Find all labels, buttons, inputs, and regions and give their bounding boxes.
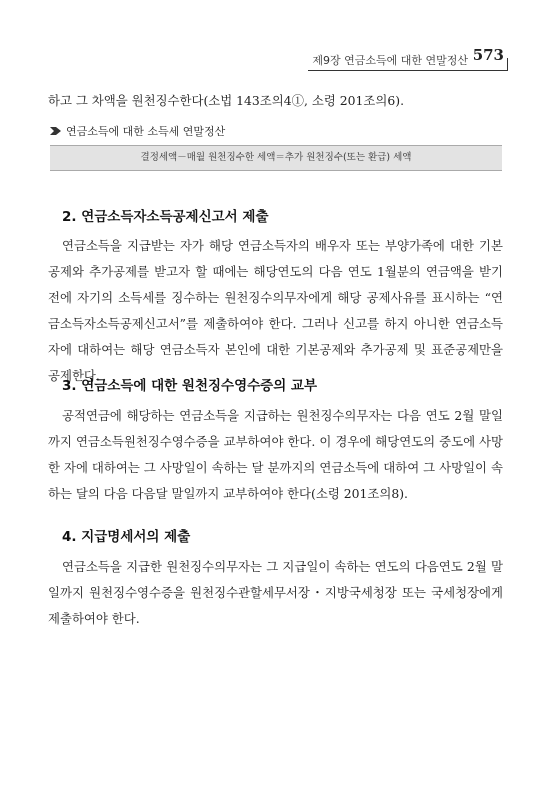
running-header (300, 44, 510, 72)
section-body-4: 연금소득을 지급한 원천징수의무자는 그 지급일이 속하는 연도의 다음연도 2월 말일까지 원천징수영수증을 원천징수관할세무서장・지방국세청장 또는 국세청장에게 제출하여야 한다. (48, 559, 503, 626)
section-body-3: 공적연금에 해당하는 연금소득을 지급하는 원천징수의무자는 다음 연도 2월 말일까지 연금소득원천징수영수증을 교부하여야 한다. 이 경우에 해당연도의 중도에 사망한 자에 대하여는 그 사망일이 속하는 달 분까지의 연금소득에 대하여 그 사망일이 속하는 달의 다음 다음달 말일까지 교부하여야 한다(소령 201조의8). (48, 408, 503, 501)
intro-line: 하고 그 차액을 원천징수한다(소법 143조의4①, 소령 201조의6). (48, 93, 405, 108)
formula-box: 결정세액－매월 원천징수한 세액＝추가 원천징수(또는 환급) 세액 (50, 145, 502, 171)
box-title (50, 123, 225, 139)
page-number: 573 (472, 46, 504, 64)
header-rule-bottom (308, 70, 508, 71)
section-body-2: 연금소득을 지급받는 자가 해당 연금소득자의 배우자 또는 부양가족에 대한 기본공제와 추가공제를 받고자 할 때에는 해당연도의 다음 연도 1월분의 연금액을 받기 전에 자기의 소득세를 징수하는 원천징수의무자에게 해당 공제사유를 표시하는 “연금소득자소득공제신고서”를 제출하여야 한다. 그러나 신고를 하지 아니한 연금소득자에 대하여는 해당 연금소득자 본인에 대한 기본공제와 추가공제 및 표준공제만을 공제한다. (48, 238, 503, 383)
chapter-title: 제9장 연금소득에 대한 연말정산 (312, 54, 468, 67)
section-heading-4: 4. 지급명세서의 제출 (62, 529, 191, 545)
header-rule-tick (507, 58, 508, 70)
section-heading-2: 2. 연금소득자소득공제신고서 제출 (62, 209, 269, 225)
box-title-text: 연금소득에 대한 소득세 연말정산 (66, 125, 226, 138)
section-heading-3: 3. 연금소득에 대한 원천징수영수증의 교부 (62, 378, 318, 394)
arrow-right-icon (50, 126, 62, 136)
